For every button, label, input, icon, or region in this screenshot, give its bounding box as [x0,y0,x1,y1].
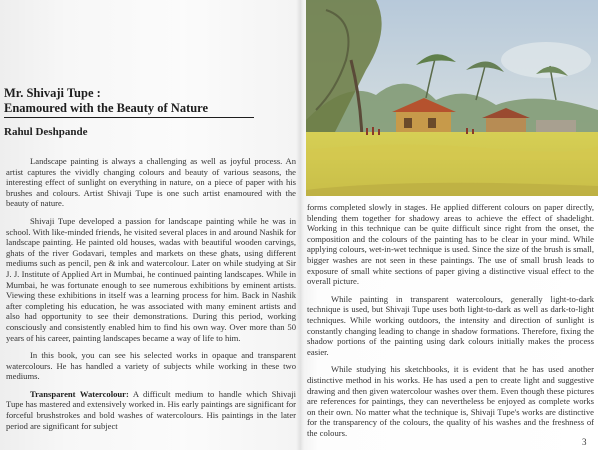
paragraph [6,389,296,431]
watercolour-illustration [306,0,598,196]
title-underline [4,117,254,118]
paragraph: forms completed slowly in stages. He applied different colours on paper directly, blending them together for shadowy areas to achieve the effect of shadelight. Working in this technique can be quite difficult since right from the onset, the composition and the colours of the painting has to be clear in your mind. While applying colours, wet-in-wet technique is used. Since the size of the brush is small, bigger washes are not seen in these paintings. The use of small brush leads to exposure of small white sections of paper giving a distinctive visual effect to the overall picture. [307,202,594,287]
paragraph-text: A difficult medium to handle which Shivaji Tupe has mastered and extensively worked in. His early paintings are significant for forceful brushstrokes and bold washes of watercolours. His paintings in the later period are significant for subject [6,388,297,431]
left-text-column [6,156,296,438]
paragraph: In this book, you can see his selected works in opaque and transparent watercolours. He has handled a variety of subjects while working in these two mediums. [6,350,296,382]
right-text-column [307,202,594,445]
author-name: Rahul Deshpande [4,126,88,138]
paragraph-heading: Transparent Watercolour: [30,388,129,399]
landscape-painting [306,0,598,196]
paragraph: While painting in transparent watercolours, generally light-to-dark technique is used, but Shivaji Tupe uses both light-to-dark as well as dark-to-light techniques. While working outdoors, the intensity and direction of sunlight is constantly changing leading to change in shadow formations. Therefore, fixing the shadow portions of the painting using dark colours initially makes the process easier. [307,293,594,357]
page-number: 3 [582,437,587,447]
paragraph: Landscape painting is always a challenging as well as joyful process. An artist captures the vividly changing colours and beauty of various seasons, the interesting effect of sunlight on everything in nature, on a piece of paper with his brushes and colours. Artist Shivaji Tupe is one such artist enamoured with the beauty of nature. [6,156,296,209]
article-title-line2: Enamoured with the Beauty of Nature [4,101,209,115]
book-gutter [296,0,304,450]
article-title [4,86,294,116]
paragraph: While studying his sketchbooks, it is evident that he has used another distinctive method in his works. He has used a pen to create light and suggestive drawing and then given watercolour washes over them. Even though these pictures are references for paintings, they can nevertheless be enjoyed as complete works on their own. No matter what the technique is, Shivaji Tupe's works are distinctive for the transparency of the colours, the quality of his washes and the freshness of the colours. [307,364,594,438]
paragraph: Shivaji Tupe developed a passion for landscape painting while he was in school. With like-minded friends, he visited several places in and around Nashik for landscape painting. He painted old houses, wadas with beautiful wooden carvings, ghats of the river Godavari, temples and markets on these ghats, using different mediums such as pencil, pen & ink and watercolour. Later on while studying at Sir J. J. Institute of Applied Art in Mumbai, he continued painting landscapes. While in Mumbai, he was fortunate enough to see numerous exhibitions by eminent artists. Viewing these exhibitions in itself was a learning process for him. Back in Nashik after completing his education, he was associated with many eminent artists and also had opportunity to see their demonstrations. During this period, working consciously and consistently enabled him to find his own way. Over more than 50 years of his career, painting landscapes became a way of life to him. [6,215,296,343]
article-title-line1: Mr. Shivaji Tupe : [4,86,101,100]
